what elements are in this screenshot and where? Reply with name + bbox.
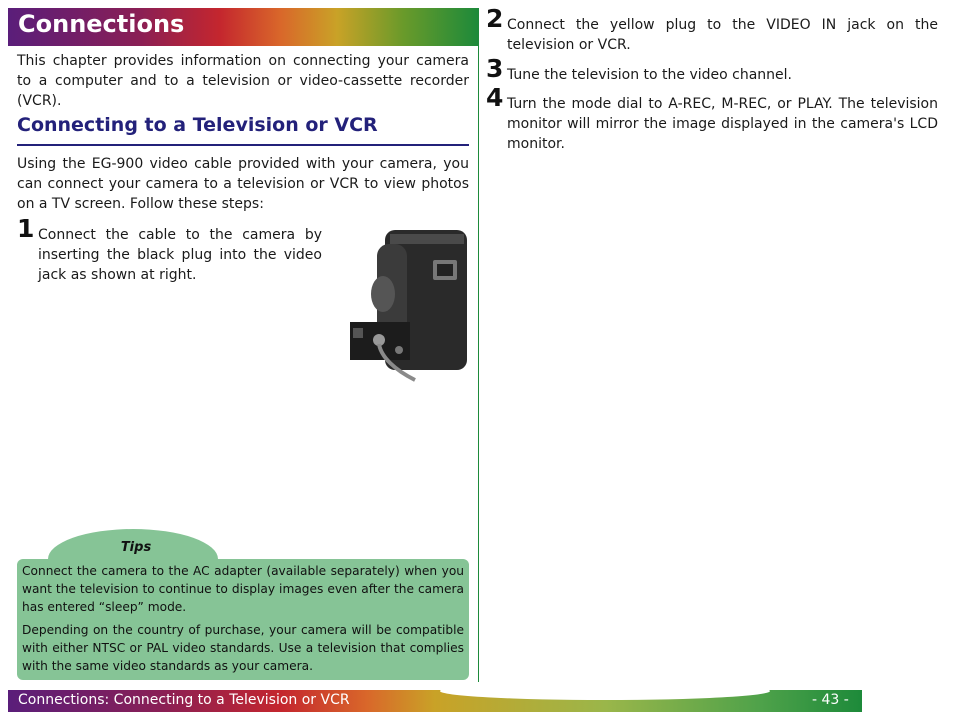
step-text: Connect the yellow plug to the VIDEO IN jack on the television or VCR. bbox=[507, 17, 938, 53]
intro-paragraph: This chapter provides information on connecting your camera to a computer and to a television or video-cassette recorder (VCR). bbox=[17, 53, 469, 109]
footer-swoosh bbox=[440, 682, 770, 700]
section-heading-rule bbox=[17, 144, 469, 146]
tips-label: Tips bbox=[120, 540, 152, 555]
chapter-title: Connections bbox=[18, 10, 185, 38]
page-number: - 43 - bbox=[812, 692, 849, 708]
step-number: 1 bbox=[17, 214, 35, 243]
step-number: 3 bbox=[486, 54, 504, 83]
tips-box bbox=[17, 559, 469, 680]
step-2 bbox=[486, 4, 938, 55]
camera-cable-illustration bbox=[345, 222, 469, 387]
chapter-title-bar bbox=[8, 8, 478, 46]
tip-paragraph: Connect the camera to the AC adapter (available separately) when you want the television to continue to display images even after the camera has entered “sleep” mode. bbox=[22, 564, 464, 614]
section-paragraph: Using the EG-900 video cable provided with your camera, you can connect your camera to a television or VCR to view photos on a TV screen. Follow these steps: bbox=[17, 156, 469, 212]
step-number: 2 bbox=[486, 4, 504, 33]
step-3 bbox=[486, 54, 938, 85]
column-divider bbox=[478, 8, 479, 682]
footer-breadcrumb: Connections: Connecting to a Television or VCR bbox=[18, 692, 350, 708]
step-4 bbox=[486, 83, 938, 154]
step-text: Connect the cable to the camera by inserting the black plug into the video jack as shown at right. bbox=[38, 227, 322, 283]
tip-paragraph: Depending on the country of purchase, your camera will be compatible with either NTSC or PAL video standards. Use a television that complies with the same video standards as your camera. bbox=[22, 623, 464, 673]
step-text: Turn the mode dial to A-REC, M-REC, or PLAY. The television monitor will mirror the image displayed in the camera's LCD monitor. bbox=[507, 96, 938, 152]
section-heading: Connecting to a Television or VCR bbox=[17, 114, 378, 136]
step-number: 4 bbox=[486, 83, 504, 112]
step-text: Tune the television to the video channel. bbox=[507, 67, 792, 83]
step-1 bbox=[17, 214, 322, 285]
